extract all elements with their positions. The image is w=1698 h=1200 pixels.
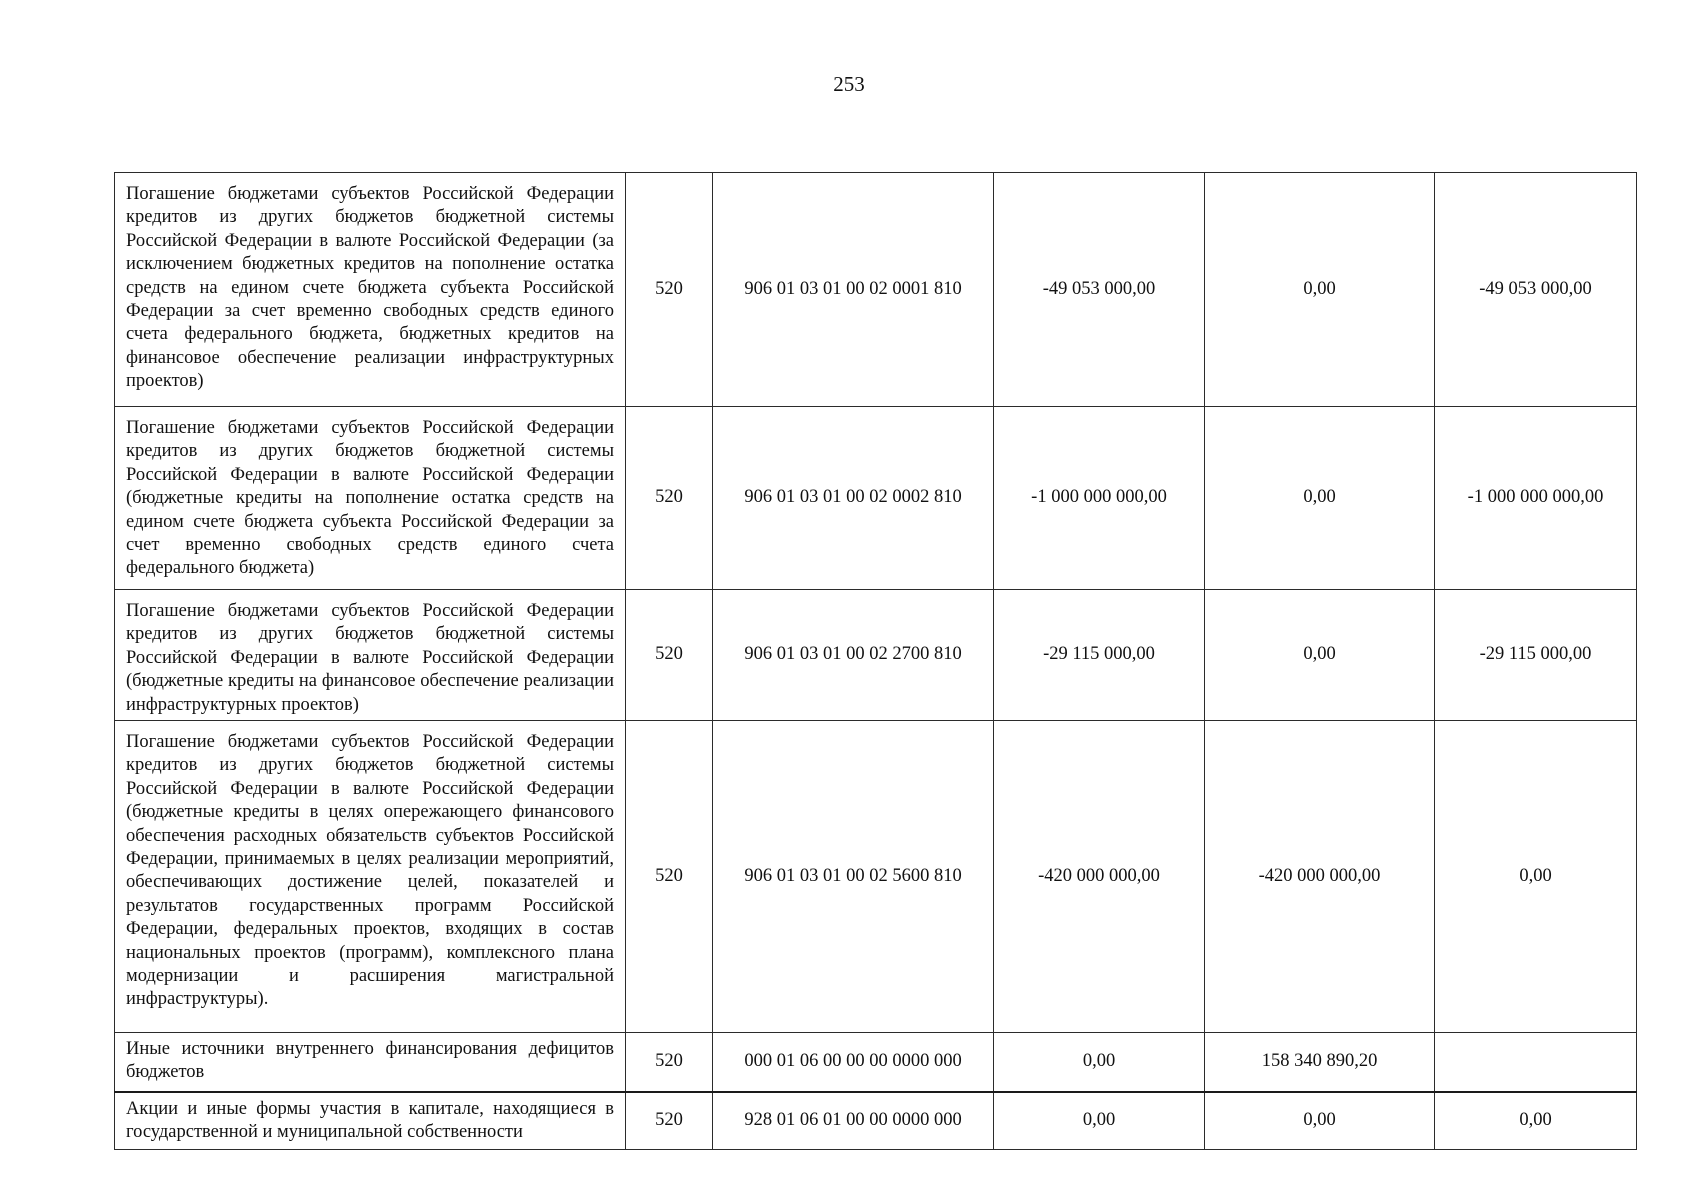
row-amount-1: -29 115 000,00: [994, 590, 1205, 721]
page-number: 253: [833, 72, 865, 96]
row-kbk: 906 01 03 01 00 02 5600 810: [713, 721, 994, 1033]
table-row: [115, 590, 1637, 721]
row-amount-1: -49 053 000,00: [994, 173, 1205, 407]
row-kbk: 000 01 06 00 00 00 0000 000: [713, 1033, 994, 1093]
row-code: 520: [626, 590, 713, 721]
table-row: [115, 721, 1637, 1033]
row-amount-3: 0,00: [1435, 1092, 1637, 1150]
table-row: [115, 407, 1637, 590]
row-kbk: 906 01 03 01 00 02 0002 810: [713, 407, 994, 590]
row-code: 520: [626, 407, 713, 590]
row-description: Погашение бюджетами субъектов Российской Федерации кредитов из других бюджетов бюджетной системы Российской Федерации в валюте Российской Федерации (за исключением бюджетных кредитов на пополнение остатка средств на едином счете бюджета субъекта Российской Федерации за счет временно свободных средств единого счета федерального бюджета, бюджетных кредитов на финансовое обеспечение реализации инфраструктурных проектов): [115, 173, 626, 407]
row-amount-3: 0,00: [1435, 721, 1637, 1033]
row-amount-2: 0,00: [1205, 590, 1435, 721]
row-amount-2: 158 340 890,20: [1205, 1033, 1435, 1093]
row-code: 520: [626, 1033, 713, 1093]
row-description: Погашение бюджетами субъектов Российской Федерации кредитов из других бюджетов бюджетной системы Российской Федерации в валюте Российской Федерации (бюджетные кредиты в целях опережающего финансового обеспечения расходных обязательств субъектов Российской Федерации, принимаемых в целях реализации мероприятий, обеспечивающих достижение целей, показателей и результатов государственных программ Российской Федерации, федеральных проектов, входящих в состав национальных проектов (программ), комплексного плана модернизации и расширения магистральной инфраструктуры).: [115, 721, 626, 1033]
row-description: Иные источники внутреннего финансирования дефицитов бюджетов: [115, 1033, 626, 1093]
row-amount-2: 0,00: [1205, 1092, 1435, 1150]
row-kbk: 906 01 03 01 00 02 0001 810: [713, 173, 994, 407]
row-kbk: 906 01 03 01 00 02 2700 810: [713, 590, 994, 721]
row-description: Погашение бюджетами субъектов Российской Федерации кредитов из других бюджетов бюджетной системы Российской Федерации в валюте Российской Федерации (бюджетные кредиты на пополнение остатка средств на едином счете бюджета субъекта Российской Федерации за счет временно свободных средств единого счета федерального бюджета): [115, 407, 626, 590]
row-amount-2: 0,00: [1205, 173, 1435, 407]
table-row: [115, 1092, 1637, 1150]
row-amount-3: [1435, 1033, 1637, 1093]
budget-sources-table: [114, 172, 1637, 1150]
row-amount-1: -420 000 000,00: [994, 721, 1205, 1033]
row-description: Акции и иные формы участия в капитале, находящиеся в государственной и муниципальной собственности: [115, 1092, 626, 1150]
row-amount-1: 0,00: [994, 1033, 1205, 1093]
table-row: [115, 173, 1637, 407]
row-amount-1: 0,00: [994, 1092, 1205, 1150]
row-code: 520: [626, 721, 713, 1033]
row-amount-2: 0,00: [1205, 407, 1435, 590]
row-amount-3: -1 000 000 000,00: [1435, 407, 1637, 590]
row-code: 520: [626, 1092, 713, 1150]
row-amount-3: -49 053 000,00: [1435, 173, 1637, 407]
row-amount-1: -1 000 000 000,00: [994, 407, 1205, 590]
row-code: 520: [626, 173, 713, 407]
row-kbk: 928 01 06 01 00 00 0000 000: [713, 1092, 994, 1150]
row-amount-2: -420 000 000,00: [1205, 721, 1435, 1033]
row-amount-3: -29 115 000,00: [1435, 590, 1637, 721]
row-description: Погашение бюджетами субъектов Российской Федерации кредитов из других бюджетов бюджетной системы Российской Федерации в валюте Российской Федерации (бюджетные кредиты на финансовое обеспечение реализации инфраструктурных проектов): [115, 590, 626, 721]
table-row: [115, 1033, 1637, 1093]
